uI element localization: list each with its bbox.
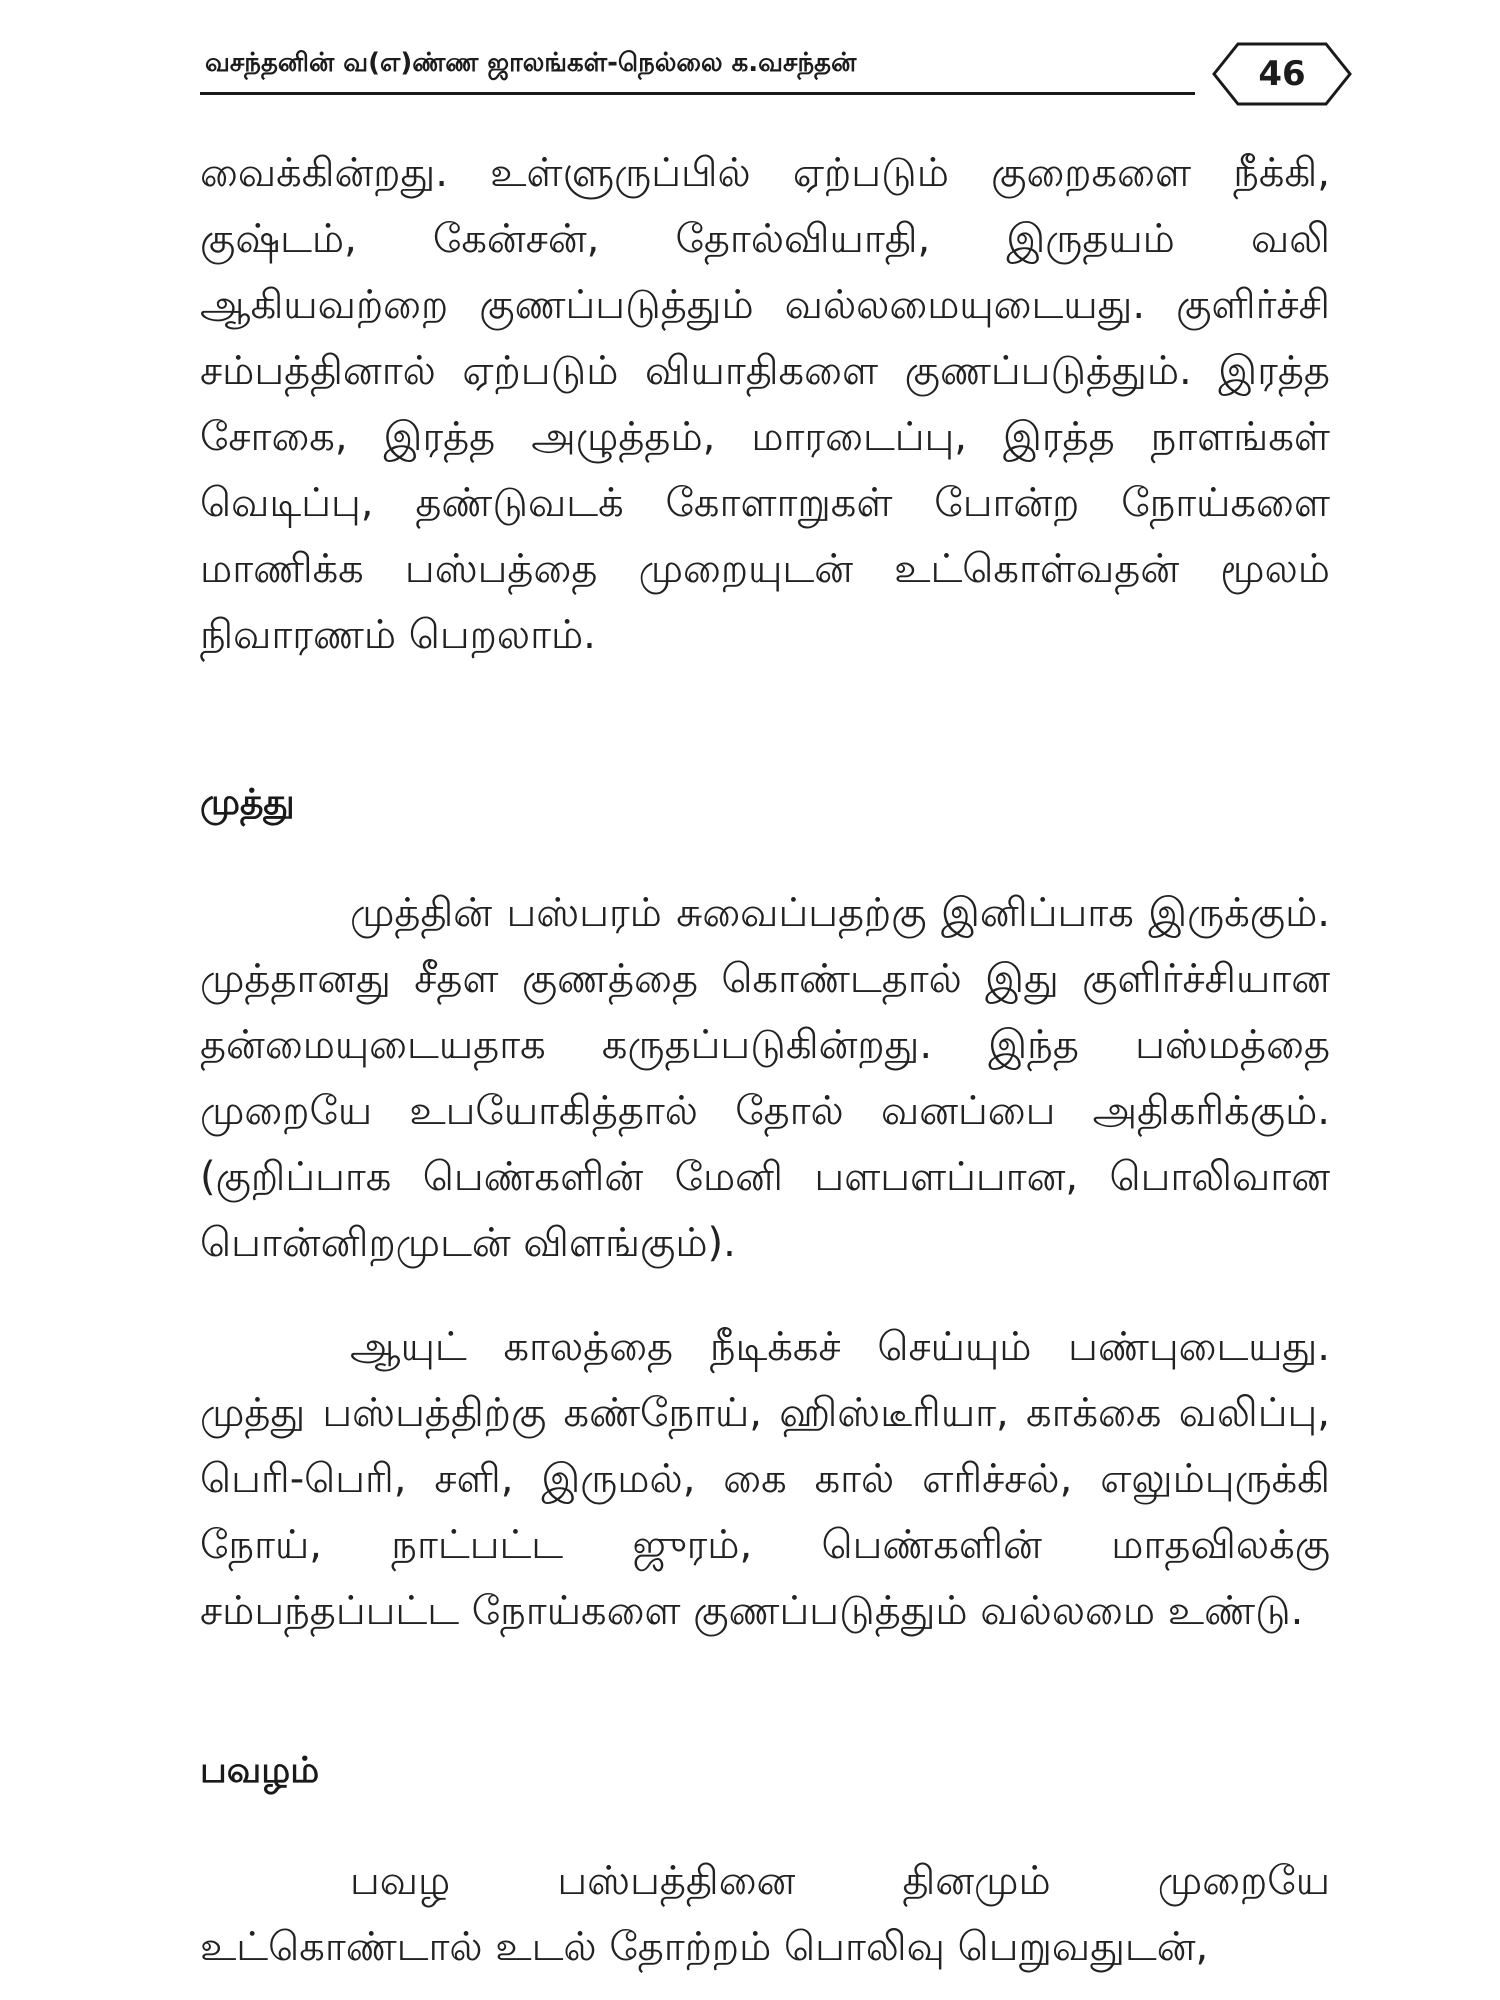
paragraph-4: பவழ பஸ்பத்தினை தினமும் முறையே உட்கொண்டால் உடல் தோற்றம் பொலிவு பெறுவதுடன், [200,1858,1330,1970]
running-header-title: வசந்தனின் வ(எ)ண்ண ஜாலங்கள்-நெல்லை க.வசந்தன் [205,48,857,78]
section-heading-pavazham: பவழம் [200,1750,320,1791]
paragraph-1: வைக்கின்றது. உள்ளுருப்பில் ஏற்படும் குறைகளை நீக்கி, குஷ்டம், கேன்சன், தோல்வியாதி, இருதயம் வலி ஆகியவற்றை குணப்படுத்தும் வல்லமையுடையது. குளிர்ச்சி சம்பத்தினால் ஏற்படும் வியாதிகளை குணப்படுத்தும். இரத்த சோகை, இரத்த அழுத்தம், மாரடைப்பு, இரத்த நாளங்கள் வெடிப்பு, தண்டுவடக் கோளாறுகள் போன்ற நோய்களை மாணிக்க பஸ்பத்தை முறையுடன் உட்கொள்வதன் மூலம் நிவாரணம் பெறலாம். [200,150,1330,658]
page-number: 46 [1258,54,1306,94]
page-number-badge [1212,42,1352,106]
paragraph-2: முத்தின் பஸ்பரம் சுவைப்பதற்கு இனிப்பாக இருக்கும். முத்தானது சீதள குணத்தை கொண்டதால் இது குளிர்ச்சியான தன்மையுடையதாக கருதப்படுகின்றது. இந்த பஸ்மத்தை முறையே உபயோகித்தால் தோல் வனப்பை அதிகரிக்கும். (குறிப்பாக பெண்களின் மேனி பளபளப்பான, பொலிவான பொன்னிறமுடன் விளங்கும்). [200,890,1330,1266]
header-rule [200,92,1195,95]
paragraph-3: ஆயுட் காலத்தை நீடிக்கச் செய்யும் பண்புடையது. முத்து பஸ்பத்திற்கு கண்நோய், ஹிஸ்டீரியா, காக்கை வலிப்பு, பெரி-பெரி, சளி, இருமல், கை கால் எரிச்சல், எலும்புருக்கி நோய், நாட்பட்ட ஜுரம், பெண்களின் மாதவிலக்கு சம்பந்தப்பட்ட நோய்களை குணப்படுத்தும் வல்லமை உண்டு. [200,1324,1330,1634]
section-heading-muthu: முத்து [200,782,295,823]
